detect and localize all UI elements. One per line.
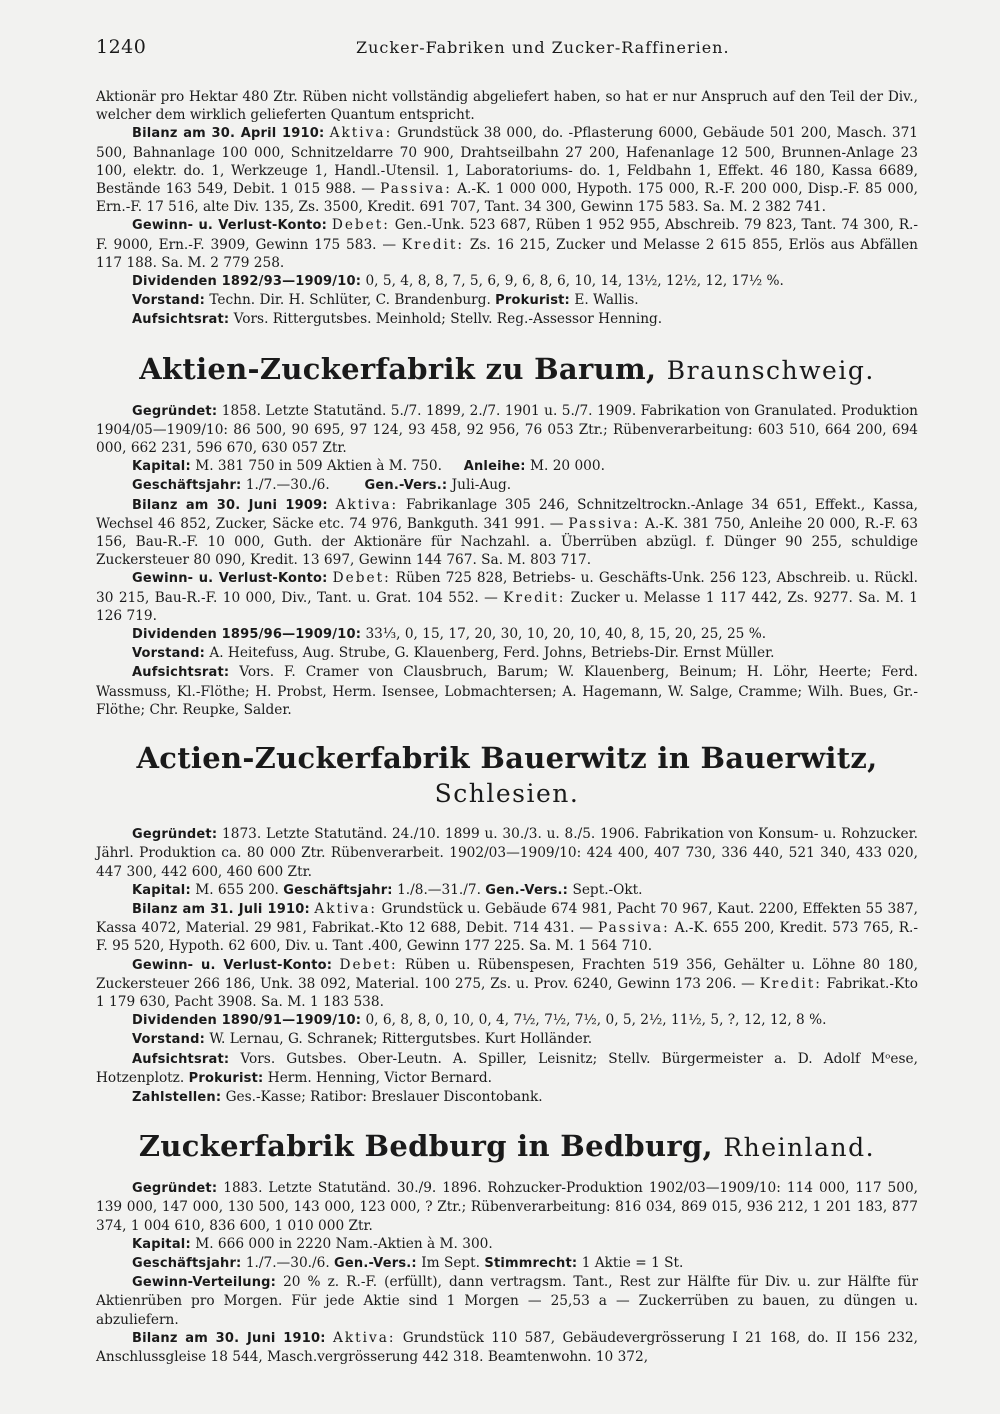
company-title-bauerwitz: Actien-Zuckerfabrik Bauerwitz in Bauerwitz, Schlesien. bbox=[136, 741, 878, 809]
entry-barum bbox=[96, 402, 918, 719]
bilanz-paragraph: Bilanz am 30. Juni 1910: Aktiva: Grundstück 110 587, Gebäudevergrösserung I 21 168, do. II 156 232, Anschlussgleise 18 544, Masch.vergrösserung 442 318. Beamtenwohn. 10 372, bbox=[96, 1329, 918, 1365]
company-title-barum: Aktien-Zuckerfabrik zu Barum, Braunschweig. bbox=[139, 351, 875, 386]
kapital-paragraph: Kapital: M. 666 000 in 2220 Nam.-Aktien à M. 300. bbox=[132, 1235, 493, 1252]
gegruendet-paragraph: Gegründet: 1873. Letzte Statutänd. 24./10. 1899 u. 30./3. u. 8./5. 1906. Fabrikation von Konsum- u. Rohzucker. Jährl. Produktion ca. 80 000 Ztr. Rübenverarbeit. 1902/03—1909/10: 424 400, 407 730, 336 440, 521 340, 433 020, 447 300, 442 600, 460 600 Ztr. bbox=[96, 826, 919, 880]
running-title: Zucker-Fabriken und Zucker-Raffinerien. bbox=[356, 38, 730, 57]
gewinn-verteilung-paragraph: Gewinn-Verteilung: 20 % z. R.-F. (erfüllt), dann vertragsm. Tant., Rest zur Hälfte für Div. u. zur Hälfte für Aktienrüben pro Morgen. Für jede Aktie sind 1 Morgen — 25,53 a — Zuckerrüben zu bauen, zu düngen u. abzuliefern. bbox=[96, 1274, 918, 1328]
geschaeftsjahr-paragraph: Geschäftsjahr: 1./7.—30./6. Gen.-Vers.: Im Sept. Stimmrecht: 1 Aktie = 1 St. bbox=[132, 1254, 684, 1271]
vorstand-paragraph: Vorstand: A. Heitefuss, Aug. Strube, G. Klauenberg, Ferd. Johns, Betriebs-Dir. Ernst Müller. bbox=[132, 645, 775, 662]
bilanz-paragraph: Bilanz am 31. Juli 1910: Aktiva: Grundstück u. Gebäude 674 981, Pacht 70 967, Kaut. 2200, Effekten 55 387, Kassa 4072, Material. 29 981, Fabrikat.-Kto 12 688, Debit. 714 431. — Passiva: A.-K. 655 200, Kredit. 573 765, R.-F. 95 520, Hypoth. 62 600, Div. u. Tant .400, Gewinn 177 225. Sa. M. 1 564 710. bbox=[96, 900, 918, 955]
guv-paragraph: Gewinn- u. Verlust-Konto: Debet: Gen.-Unk. 523 687, Rüben 1 952 955, Abschreib. 79 823, Tant. 74 300, R.-F. 9000, Ern.-F. 3909, Gewinn 175 583. — Kredit: Zs. 16 215, Zucker und Melasse 2 615 855, Erlös aus Abfällen 117 188. Sa. M. 2 779 258. bbox=[96, 217, 918, 271]
continuation-paragraph: Aktionär pro Hektar 480 Ztr. Rüben nicht vollständig abgeliefert haben, so hat er nur Anspruch auf den Teil der Div., welcher dem wirklich gelieferten Quantum entspricht. bbox=[96, 89, 918, 124]
gegruendet-paragraph: Gegründet: 1858. Letzte Statutänd. 5./7. 1899, 2./7. 1901 u. 5./7. 1909. Fabrikation von Granulated. Produktion 1904/05—1909/10: 86 500, 90 695, 97 124, 93 458, 92 956, 76 053 Ztr.; Rübenverarbeitung: 603 510, 664 200, 694 000, 662 231, 596 670, 630 057 Ztr. bbox=[96, 402, 918, 457]
aufsichtsrat-paragraph: Aufsichtsrat: Vors. Rittergutsbes. Meinhold; Stellv. Reg.-Assessor Henning. bbox=[132, 311, 663, 328]
dividenden-paragraph: Dividenden 1890/91—1909/10: 0, 6, 8, 8, 0, 10, 0, 4, 7½, 7½, 7½, 0, 5, 2½, 11½, 5, ?, 12, 12, 8 %. bbox=[132, 1012, 827, 1029]
entry-bauerwitz bbox=[96, 825, 918, 1107]
aufsichtsrat-paragraph: Aufsichtsrat: Vors. F. Cramer von Clausbruch, Barum; W. Klauenberg, Beinum; H. Löhr, Heerte; Ferd. Wassmuss, Kl.-Flöthe; H. Probst, Herm. Isensee, Lobmachtersen; A. Hagemann, W. Salge, Cramme; Wilh. Bues, Gr.-Flöthe; Chr. Reupke, Salder. bbox=[96, 664, 919, 718]
dividenden-paragraph: Dividenden 1892/93—1909/10: 0, 5, 4, 8, 8, 7, 5, 6, 9, 6, 8, 6, 10, 14, 13½, 12½, 12, 17½ %. bbox=[132, 273, 784, 290]
entry-previous-company bbox=[96, 88, 918, 330]
geschaeftsjahr-paragraph: Geschäftsjahr: 1./7.—30./6. Gen.-Vers.: Juli-Aug. bbox=[132, 477, 512, 494]
guv-paragraph: Gewinn- u. Verlust-Konto: Debet: Rüben 725 828, Betriebs- u. Geschäfts-Unk. 256 123, Abschreib. u. Rückl. 30 215, Bau-R.-F. 10 000, Div., Tant. u. Grat. 104 552. — Kredit: Zucker u. Melasse 1 117 442, Zs. 9277. Sa. M. 1 126 719. bbox=[96, 570, 918, 624]
page-number: 1240 bbox=[96, 36, 147, 58]
company-title-bedburg: Zuckerfabrik Bedburg in Bedburg, Rheinland. bbox=[138, 1129, 876, 1164]
kapital-paragraph: Kapital: M. 381 750 in 509 Aktien à M. 750. Anleihe: M. 20 000. bbox=[132, 458, 605, 475]
kapital-paragraph: Kapital: M. 655 200. Geschäftsjahr: 1./8.—31./7. Gen.-Vers.: Sept.-Okt. bbox=[132, 881, 643, 898]
zahlstellen-paragraph: Zahlstellen: Ges.-Kasse; Ratibor: Breslauer Discontobank. bbox=[132, 1088, 543, 1105]
vorstand-paragraph: Vorstand: W. Lernau, G. Schranek; Rittergutsbes. Kurt Holländer. bbox=[132, 1031, 593, 1048]
aufsichtsrat-paragraph: Aufsichtsrat: Vors. Gutsbes. Ober-Leutn. A. Spiller, Leisnitz; Stellv. Bürgermeister a. D. Adolf Mᵒese, Hotzenplotz. Prokurist: Herm. Henning, Victor Bernard. bbox=[96, 1050, 918, 1086]
dividenden-paragraph: Dividenden 1895/96—1909/10: 33⅓, 0, 15, 17, 20, 30, 10, 20, 10, 40, 8, 15, 20, 25, 25 %. bbox=[132, 626, 767, 643]
vorstand-paragraph: Vorstand: Techn. Dir. H. Schlüter, C. Brandenburg. Prokurist: E. Wallis. bbox=[132, 292, 639, 309]
bilanz-paragraph: Bilanz am 30. Juni 1909: Aktiva: Fabrikanlage 305 246, Schnitzeltrockn.-Anlage 34 651, Effekt., Kassa, Wechsel 46 852, Zucker, Säcke etc. 74 976, Bankguth. 341 991. — Passiva: A.-K. 381 750, Anleihe 20 000, R.-F. 63 156, Bau-R.-F. 10 000, Guth. der Aktionäre für Nachzahl. a. Überrüben abzügl. f. Dünger 90 255, schuldige Zuckersteuer 80 090, Kredit. 13 697, Gewinn 144 767. Sa. M. 803 717. bbox=[96, 496, 918, 569]
gegruendet-paragraph: Gegründet: 1883. Letzte Statutänd. 30./9. 1896. Rohzucker-Produktion 1902/03—1909/10: 114 000, 117 500, 139 000, 147 000, 130 500, 143 000, 123 000, ? Ztr.; Rübenverarbeitung: 816 034, 869 015, 936 212, 1 201 183, 877 374, 1 004 610, 836 600, 1 010 000 Ztr. bbox=[96, 1180, 918, 1234]
bilanz-paragraph: Bilanz am 30. April 1910: Aktiva: Grundstück 38 000, do. -Pflasterung 6000, Gebäude 501 200, Masch. 371 500, Bahnanlage 100 000, Schnitzeldarre 70 900, Drahtseilbahn 27 200, Hafenanlage 12 500, Brunnen-Anlage 23 100, elektr. do. 1, Werkzeuge 1, Handl.-Utensil. 1, Laboratoriums- do. 1, Feldbahn 1, Effekt. 46 180, Kassa 6689, Bestände 163 549, Debit. 1 015 988. — Passiva: A.-K. 1 000 000, Hypoth. 175 000, R.-F. 200 000, Disp.-F. 85 000, Ern.-F. 17 516, alte Div. 135, Zs. 3500, Kredit. 691 707, Tant. 34 300, Gewinn 175 583. Sa. M. 2 382 741. bbox=[96, 125, 918, 216]
page-header bbox=[96, 36, 918, 58]
entry-bedburg bbox=[96, 1179, 918, 1366]
guv-paragraph: Gewinn- u. Verlust-Konto: Debet: Rüben u. Rübenspesen, Frachten 519 356, Gehälter u. Löhne 80 180, Zuckersteuer 266 186, Unk. 38 092, Material. 100 275, Zs. u. Prov. 6240, Gewinn 173 206. — Kredit: Fabrikat.-Kto 1 179 630, Pacht 3908. Sa. M. 1 183 538. bbox=[96, 956, 918, 1010]
